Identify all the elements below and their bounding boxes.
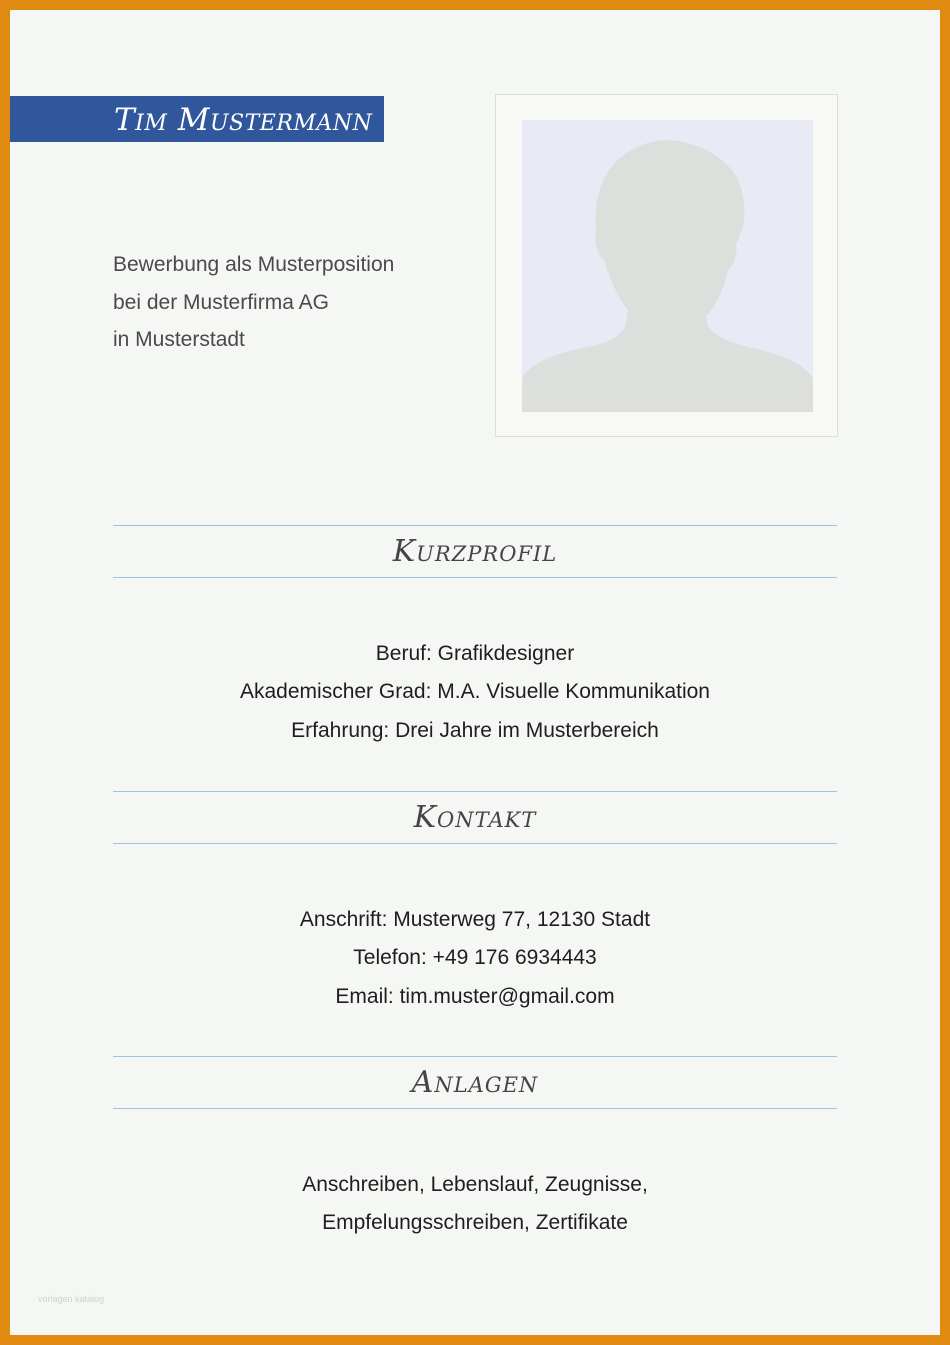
section-title-anlagen: Anlagen [411,1065,539,1100]
application-line-company: bei der Musterfirma AG [113,290,329,314]
application-line-city: in Musterstadt [113,328,245,351]
attachments-line-2: Empfelungsschreiben, Zertifikate [322,1211,628,1235]
photo-frame [495,94,838,437]
section-rule-bottom [113,843,837,844]
contact-line-phone: Telefon: +49 176 6934443 [353,946,597,970]
watermark: vorlagen katalog [38,1294,105,1304]
application-line-position: Bewerbung als Musterposition [113,253,395,276]
section-rule-bottom [113,1108,837,1109]
section-body-anlagen [113,1166,837,1243]
section-body-kontakt [113,901,837,1016]
cover-page [10,10,940,1335]
application-info [113,246,394,359]
section-title-kurzprofil: Kurzprofil [392,534,558,569]
section-body-kurzprofil [113,635,837,750]
section-kontakt [113,791,837,1008]
photo-placeholder [522,120,813,412]
profile-line-experience: Erfahrung: Drei Jahre im Musterbereich [291,718,659,742]
contact-line-address: Anschrift: Musterweg 77, 12130 Stadt [299,908,651,931]
section-kurzprofil [113,525,837,742]
profile-line-occupation: Beruf: Grafikdesigner [375,642,575,665]
section-rule-bottom [113,577,837,578]
name-banner [10,96,384,142]
contact-line-email: Email: tim.muster@gmail.com [335,984,615,1008]
applicant-name: Tim Mustermann [114,102,373,138]
attachments-line-1: Anschreiben, Lebenslauf, Zeugnisse, [302,1173,648,1196]
section-anlagen [113,1056,837,1235]
profile-line-degree: Akademischer Grad: M.A. Visuelle Kommunikation [240,680,710,704]
section-title-kontakt: Kontakt [413,800,537,835]
person-silhouette-icon [522,120,813,412]
